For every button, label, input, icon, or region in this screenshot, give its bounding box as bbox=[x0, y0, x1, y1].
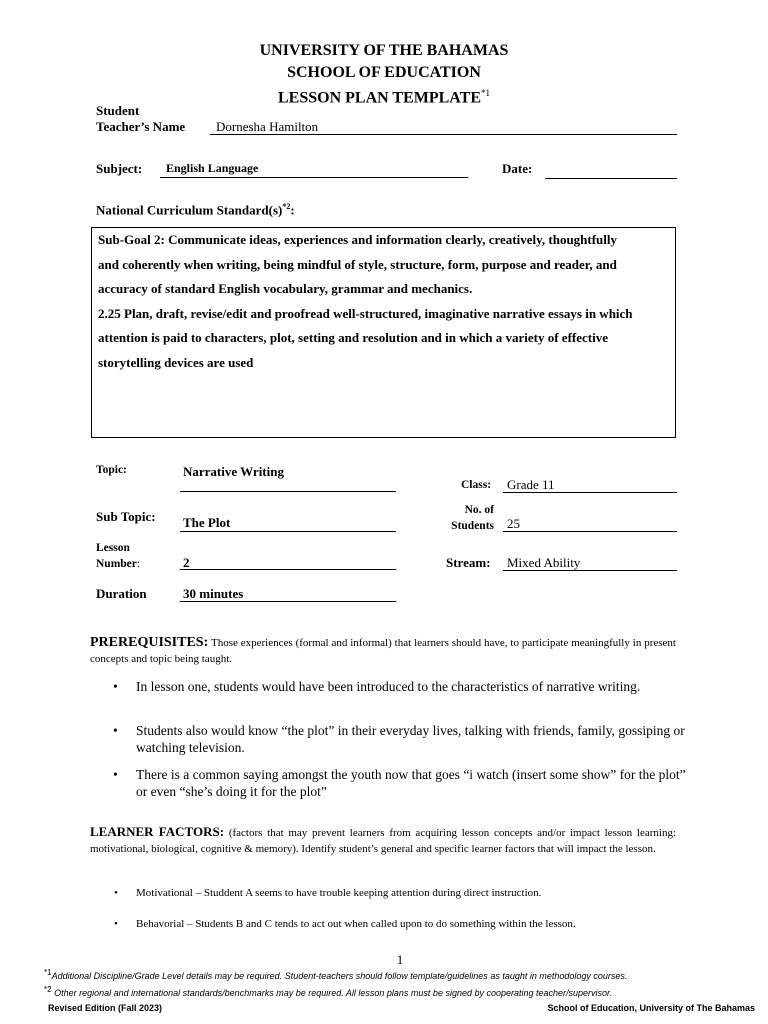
class-value: Grade 11 bbox=[507, 477, 555, 492]
standard-line: Sub-Goal 2: Communicate ideas, experiences and information clearly, creatively, thoughtfully bbox=[98, 232, 618, 247]
subject-label: Subject: bbox=[96, 161, 143, 176]
university-title: UNIVERSITY OF THE BAHAMAS bbox=[259, 42, 509, 59]
students-label-line1: No. of bbox=[464, 504, 494, 516]
prerequisite-text: There is a common saying amongst the youth now that goes “i watch (insert some show” for the plot” or even “she’s doing it for the plot” bbox=[136, 767, 686, 799]
class-field[interactable] bbox=[503, 477, 677, 493]
standard-line: attention is paid to characters, plot, setting and resolution and in which a variety of effective bbox=[98, 330, 608, 345]
page-number: 1 bbox=[396, 952, 404, 967]
prerequisites-list bbox=[113, 678, 696, 808]
footnote-1-mark: *1 bbox=[44, 968, 52, 977]
footnote-ref-2: *2 bbox=[282, 202, 291, 211]
date-label: Date: bbox=[502, 161, 533, 176]
subject-value: English Language bbox=[166, 161, 259, 175]
bullet-icon: • bbox=[114, 887, 118, 899]
footnote-2 bbox=[44, 985, 744, 998]
learner-factors-heading: LEARNER FACTORS: bbox=[90, 824, 225, 839]
student-teacher-name-value: Dornesha Hamilton bbox=[216, 119, 319, 134]
lesson-label-line1: Lesson bbox=[96, 542, 130, 554]
institution-note: School of Education, University of The Bahamas bbox=[547, 1003, 755, 1013]
school-title: SCHOOL OF EDUCATION bbox=[287, 64, 481, 81]
standard-line: 2.25 Plan, draft, revise/edit and proofread well-structured, imaginative narrative essays in which bbox=[98, 305, 633, 321]
footnote-1-text: Additional Discipline/Grade Level details may be required. Student-teachers should follow template/guidelines as taught in methodology courses. bbox=[51, 971, 628, 981]
learner-factors-paragraph bbox=[90, 824, 676, 857]
standards-label bbox=[96, 202, 295, 218]
student-teacher-name-field[interactable] bbox=[210, 119, 677, 135]
list-item bbox=[113, 722, 696, 756]
class-label: Class: bbox=[461, 479, 492, 491]
students-label bbox=[440, 502, 494, 534]
students-field[interactable] bbox=[503, 516, 677, 532]
lesson-label-line2: Number bbox=[96, 558, 137, 570]
bullet-icon: • bbox=[114, 918, 118, 930]
prerequisite-text: Students also would know “the plot” in their everyday lives, talking with friends, family, gossiping or watching television. bbox=[136, 723, 685, 755]
stream-value: Mixed Ability bbox=[507, 555, 581, 570]
edition-note: Revised Edition (Fall 2023) bbox=[48, 1003, 163, 1013]
subtopic-label: Sub Topic: bbox=[96, 509, 156, 524]
subtopic-value: The Plot bbox=[183, 515, 231, 530]
student-label-line1: Student bbox=[96, 103, 140, 118]
duration-label: Duration bbox=[96, 586, 147, 601]
bullet-icon: • bbox=[113, 767, 118, 782]
stream-field[interactable] bbox=[503, 555, 677, 571]
footnote-2-text: Other regional and international standards/benchmarks may be required. All lesson plans must be signed by cooperating teacher/supervisor. bbox=[51, 988, 613, 998]
footnote-2-mark: *2 bbox=[44, 985, 52, 994]
topic-value: Narrative Writing bbox=[183, 464, 284, 479]
students-value: 25 bbox=[507, 516, 520, 531]
learner-factors-text: (factors that may prevent learners from acquiring lesson concepts and/or impact lesson learning: motivational, biological, cognitive & memory). Identify student’s general and specific learner factors that will impact the lesson. bbox=[90, 827, 677, 855]
subtopic-field[interactable] bbox=[180, 515, 396, 532]
standard-line: storytelling devices are used bbox=[98, 354, 254, 370]
bullet-icon: • bbox=[113, 679, 118, 694]
lesson-number-label bbox=[96, 540, 140, 572]
lesson-number-value: 2 bbox=[183, 555, 190, 570]
duration-field[interactable] bbox=[180, 586, 396, 602]
standard-line: and coherently when writing, being mindful of style, structure, form, purpose and reader, and bbox=[98, 256, 617, 272]
learner-factor-text: Behavorial – Students B and C tends to act out when called upon to do something within the lesson. bbox=[136, 918, 576, 930]
date-field[interactable] bbox=[545, 161, 677, 179]
students-label-line2: Students bbox=[451, 520, 494, 532]
bullet-icon: • bbox=[113, 723, 118, 738]
template-title-text: LESSON PLAN TEMPLATE bbox=[277, 89, 481, 107]
learner-factor-text: Motivational – Studdent A seems to have trouble keeping attention during direct instruction. bbox=[136, 887, 542, 899]
lesson-label-colon: : bbox=[136, 558, 141, 570]
topic-field[interactable] bbox=[180, 464, 396, 492]
student-teacher-label bbox=[96, 103, 185, 135]
standards-box[interactable] bbox=[91, 227, 676, 438]
standard-line: accuracy of standard English vocabulary, grammar and mechanics. bbox=[98, 281, 473, 296]
lesson-number-field[interactable] bbox=[180, 555, 396, 570]
topic-label: Topic: bbox=[96, 464, 127, 476]
footnote-1 bbox=[44, 968, 744, 981]
subject-field[interactable] bbox=[160, 161, 468, 178]
student-label-line2: Teacher’s Name bbox=[96, 119, 186, 134]
standards-label-colon: : bbox=[290, 202, 295, 218]
prerequisites-paragraph bbox=[90, 635, 676, 667]
list-item bbox=[113, 766, 696, 800]
standards-label-text: National Curriculum Standard(s) bbox=[96, 202, 283, 218]
stream-label: Stream: bbox=[446, 555, 491, 570]
footnote-ref-1: *1 bbox=[481, 88, 490, 98]
duration-value: 30 minutes bbox=[183, 586, 244, 601]
list-item bbox=[113, 678, 696, 695]
prerequisite-text: In lesson one, students would have been introduced to the characteristics of narrative writing. bbox=[136, 679, 641, 694]
prerequisites-text: Those experiences (formal and informal) that learners should have, to participate meaningfully in present concepts and topic being taught. bbox=[90, 637, 676, 665]
prerequisites-heading: PREREQUISITES: bbox=[90, 635, 209, 650]
